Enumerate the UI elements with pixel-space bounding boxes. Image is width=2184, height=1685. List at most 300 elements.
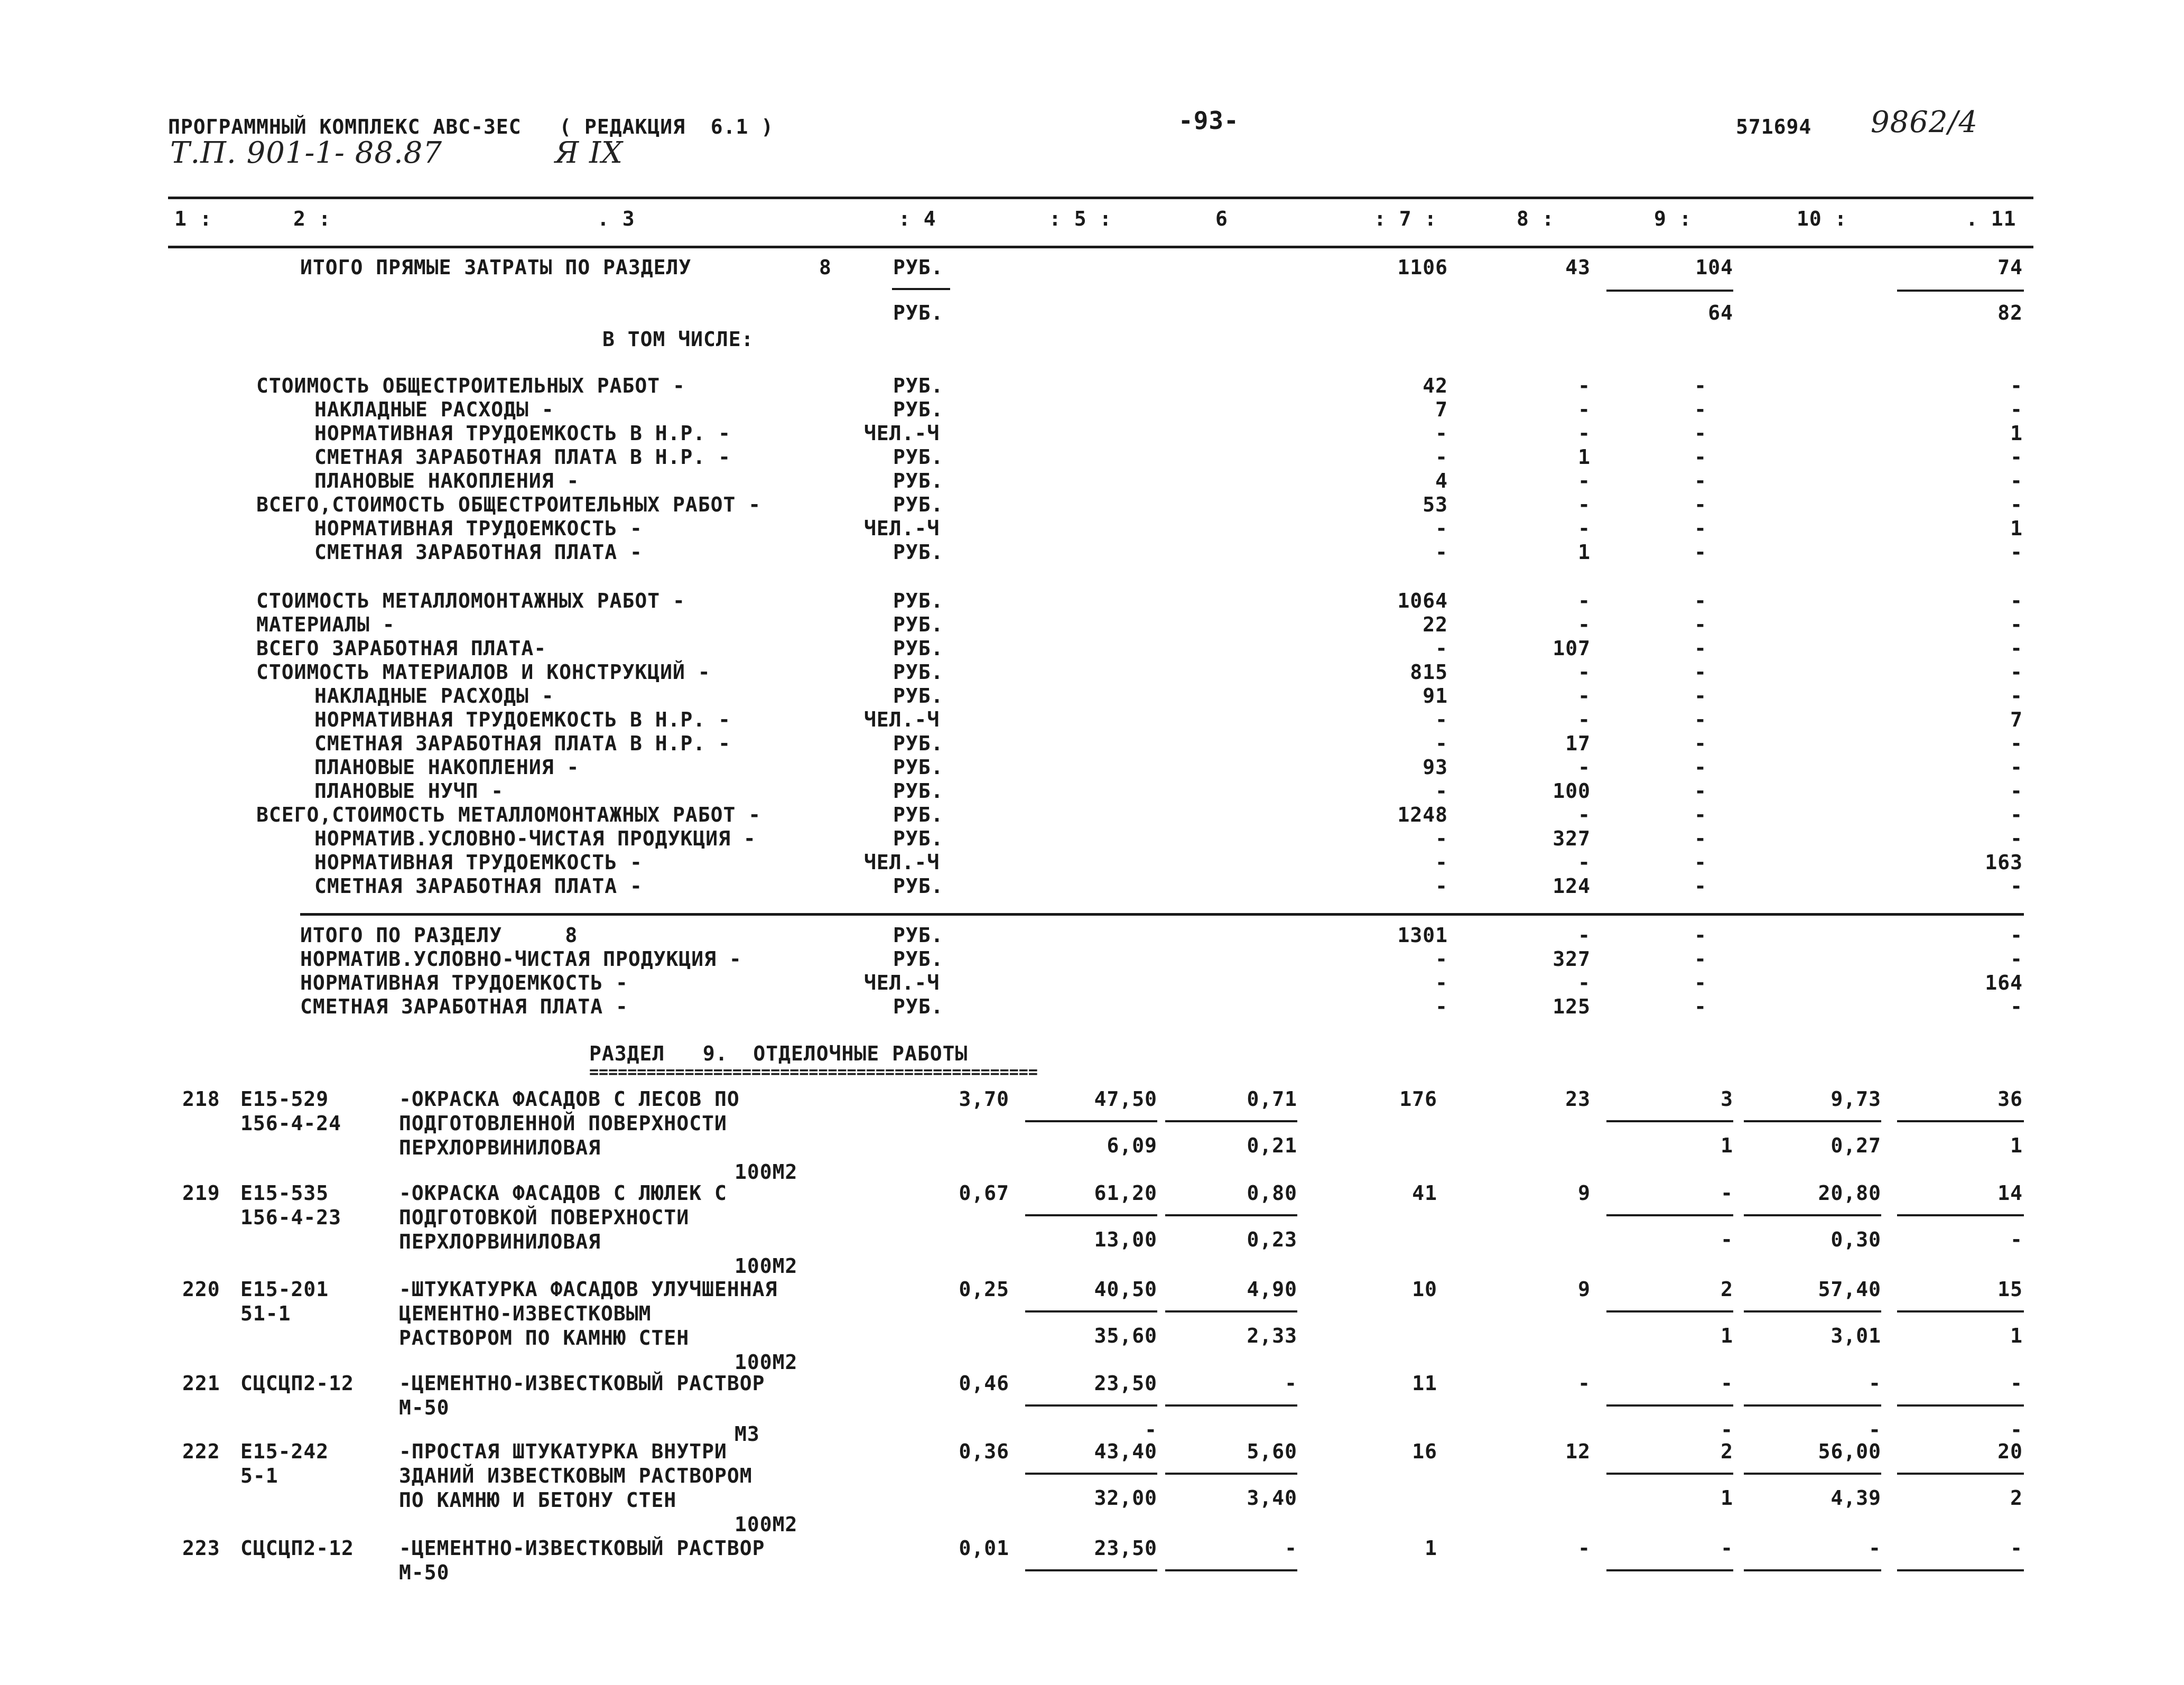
item-col7: 41	[1412, 1181, 1437, 1205]
column-number: : 7 :	[1374, 207, 1437, 230]
row-unit: РУБ.	[893, 947, 944, 971]
row-col11: -	[2010, 684, 2023, 707]
item-col10: -	[1869, 1537, 1881, 1560]
item-col5-wage: 35,60	[1094, 1324, 1157, 1347]
item-divider	[1025, 1214, 1157, 1216]
item-divider	[1744, 1404, 1881, 1407]
item-divider	[1744, 1473, 1881, 1475]
item-col11: 15	[1997, 1278, 2023, 1301]
row-col8: -	[1578, 469, 1591, 492]
item-name-line: ПЕРХЛОРВИНИЛОВАЯ	[399, 1136, 601, 1159]
row-col9: -	[1694, 851, 1707, 874]
item-divider	[1606, 1120, 1733, 1122]
row-col11: -	[2010, 398, 2023, 421]
item-divider	[1165, 1214, 1297, 1216]
item-col9-wage: -	[1721, 1228, 1733, 1251]
row-col9: -	[1694, 684, 1707, 707]
item-col9: -	[1721, 1537, 1733, 1560]
row-col8: 327	[1553, 827, 1591, 850]
column-number: . 3	[597, 207, 635, 230]
row-col8: -	[1578, 924, 1591, 947]
program-title: ПРОГРАММНЫЙ КОМПЛЕКС АВС-3ЕС ( РЕДАКЦИЯ 6.1 )	[168, 115, 774, 138]
section8-unit-underline	[892, 288, 950, 290]
section-total-rule	[300, 913, 2024, 916]
including-label: В ТОМ ЧИСЛЕ:	[602, 328, 754, 351]
item-divider	[1606, 1473, 1733, 1475]
item-col10: 20,80	[1818, 1181, 1881, 1205]
item-divider	[1606, 1214, 1733, 1216]
item-divider	[1897, 1569, 2024, 1571]
row-label: ВСЕГО ЗАРАБОТНАЯ ПЛАТА-	[256, 637, 547, 660]
row-unit: РУБ.	[893, 398, 944, 421]
row-unit: РУБ.	[893, 445, 944, 469]
row-col8: 107	[1553, 637, 1591, 660]
item-col9-wage: -	[1721, 1418, 1733, 1441]
item-code: Е15-529	[240, 1087, 329, 1111]
row-col7: -	[1435, 732, 1448, 755]
document-code: 571694	[1736, 115, 1812, 138]
row-unit: РУБ.	[893, 637, 944, 660]
item-col10: 9,73	[1830, 1087, 1881, 1111]
item-divider	[1606, 1569, 1733, 1571]
row-col7: 7	[1435, 398, 1448, 421]
row-col11: -	[2010, 445, 2023, 469]
row-col9: -	[1694, 469, 1707, 492]
row-label: НОРМАТИВНАЯ ТРУДОЕМКОСТЬ В Н.Р. -	[314, 422, 731, 445]
item-col8: -	[1578, 1372, 1591, 1395]
item-col8: 9	[1578, 1181, 1591, 1205]
item-name-line: -ЦЕМЕНТНО-ИЗВЕСТКОВЫЙ РАСТВОР	[399, 1372, 765, 1395]
item-divider	[1025, 1404, 1157, 1407]
row-label: СМЕТНАЯ ЗАРАБОТНАЯ ПЛАТА -	[314, 874, 643, 898]
item-divider	[1744, 1214, 1881, 1216]
row-col9: -	[1694, 493, 1707, 516]
column-number: 6	[1215, 207, 1228, 230]
item-name-line: М-50	[399, 1561, 450, 1584]
row-col11: -	[2010, 613, 2023, 636]
item-col5: 47,50	[1094, 1087, 1157, 1111]
row-col8: 125	[1553, 995, 1591, 1018]
item-col6: 0,71	[1247, 1087, 1297, 1111]
column-number: 8 :	[1517, 207, 1555, 230]
row-label: НОРМАТИВНАЯ ТРУДОЕМКОСТЬ -	[314, 851, 643, 874]
row-label: СМЕТНАЯ ЗАРАБОТНАЯ ПЛАТА -	[300, 995, 628, 1018]
item-name-line: РАСТВОРОМ ПО КАМНЮ СТЕН	[399, 1326, 690, 1349]
row-col8: -	[1578, 493, 1591, 516]
row-unit: РУБ.	[893, 660, 944, 684]
item-col7: 10	[1412, 1278, 1437, 1301]
row-unit: РУБ.	[893, 779, 944, 803]
row-unit: РУБ.	[893, 613, 944, 636]
row-col11: -	[2010, 637, 2023, 660]
row-label: ВСЕГО,СТОИМОСТЬ МЕТАЛЛОМОНТАЖНЫХ РАБОТ -	[256, 803, 761, 826]
item-unit: 100М2	[735, 1160, 798, 1184]
row-col11: -	[2010, 756, 2023, 779]
row-col7: 4	[1435, 469, 1448, 492]
row-unit: РУБ.	[893, 589, 944, 612]
item-divider	[1744, 1569, 1881, 1571]
row-col11: 163	[1985, 851, 2023, 874]
item-number: 219	[182, 1181, 220, 1205]
item-col9-wage: 1	[1721, 1134, 1733, 1157]
row-col8: 1	[1578, 445, 1591, 469]
row-unit: ЧЕЛ.-Ч	[864, 422, 940, 445]
row-col7: -	[1435, 947, 1448, 971]
row-col11: 7	[2010, 708, 2023, 731]
section9-rule: ===============================================	[589, 1063, 1038, 1082]
item-name-line: ПЕРХЛОРВИНИЛОВАЯ	[399, 1230, 601, 1253]
row-label: НОРМАТИВНАЯ ТРУДОЕМКОСТЬ -	[314, 517, 643, 540]
row-col11: -	[2010, 779, 2023, 803]
sheet-handwritten: 9862/4	[1871, 105, 1978, 139]
row-unit: ЧЕЛ.-Ч	[864, 851, 940, 874]
item-code-secondary: 51-1	[240, 1302, 291, 1325]
section8-c11-line	[1897, 290, 2024, 292]
item-col5-wage: 32,00	[1094, 1486, 1157, 1510]
row-col11: -	[2010, 374, 2023, 397]
row-label: НОРМАТИВ.УСЛОВНО-ЧИСТАЯ ПРОДУКЦИЯ -	[300, 947, 742, 971]
item-name-line: М-50	[399, 1396, 450, 1419]
row-col8: -	[1578, 708, 1591, 731]
row-col8: -	[1578, 756, 1591, 779]
row-col7: 53	[1423, 493, 1448, 516]
item-col5-wage: 6,09	[1107, 1134, 1157, 1157]
item-col11-wage: -	[2010, 1228, 2023, 1251]
row-col11: -	[2010, 995, 2023, 1018]
project-handwritten: Т.П. 901-1- 88.87	[170, 136, 443, 170]
section8-number: 8	[819, 256, 832, 279]
item-name-line: ЗДАНИЙ ИЗВЕСТКОВЫМ РАСТВОРОМ	[399, 1464, 752, 1487]
item-col5: 23,50	[1094, 1537, 1157, 1560]
row-col7: -	[1435, 851, 1448, 874]
item-col6: -	[1285, 1537, 1297, 1560]
item-col11: -	[2010, 1537, 2023, 1560]
column-number: : 5 :	[1049, 207, 1112, 230]
section8-unit2: РУБ.	[893, 301, 944, 324]
item-col10-wage: 0,30	[1830, 1228, 1881, 1251]
item-col7: 176	[1399, 1087, 1437, 1111]
row-label: СМЕТНАЯ ЗАРАБОТНАЯ ПЛАТА В Н.Р. -	[314, 445, 731, 469]
row-col11: -	[2010, 874, 2023, 898]
row-label: ПЛАНОВЫЕ НАКОПЛЕНИЯ -	[314, 469, 580, 492]
item-col11: -	[2010, 1372, 2023, 1395]
row-col9: -	[1694, 398, 1707, 421]
row-col9: -	[1694, 947, 1707, 971]
row-col7: -	[1435, 874, 1448, 898]
row-label: НАКЛАДНЫЕ РАСХОДЫ -	[314, 684, 554, 707]
row-col8: -	[1578, 422, 1591, 445]
item-col9-wage: 1	[1721, 1324, 1733, 1347]
row-unit: РУБ.	[893, 874, 944, 898]
item-name-line: ПОДГОТОВКОЙ ПОВЕРХНОСТИ	[399, 1206, 690, 1229]
row-col9: -	[1694, 995, 1707, 1018]
row-unit: РУБ.	[893, 995, 944, 1018]
row-unit: РУБ.	[893, 827, 944, 850]
item-col8: -	[1578, 1537, 1591, 1560]
item-col10-wage: 4,39	[1830, 1486, 1881, 1510]
item-col4: 0,01	[959, 1537, 1009, 1560]
section8-unit: РУБ.	[893, 256, 944, 279]
row-col8: -	[1578, 517, 1591, 540]
row-col7: -	[1435, 971, 1448, 994]
item-col6-wage: 2,33	[1247, 1324, 1297, 1347]
row-unit: ЧЕЛ.-Ч	[864, 517, 940, 540]
section9-title: РАЗДЕЛ 9. ОТДЕЛОЧНЫЕ РАБОТЫ	[589, 1042, 968, 1065]
row-label: ВСЕГО,СТОИМОСТЬ ОБЩЕСТРОИТЕЛЬНЫХ РАБОТ -	[256, 493, 761, 516]
item-divider	[1744, 1120, 1881, 1122]
row-col9: -	[1694, 660, 1707, 684]
item-number: 222	[182, 1440, 220, 1463]
row-label: НОРМАТИВНАЯ ТРУДОЕМКОСТЬ В Н.Р. -	[314, 708, 731, 731]
item-divider	[1897, 1310, 2024, 1312]
row-col7: -	[1435, 995, 1448, 1018]
row-col8: 17	[1565, 732, 1591, 755]
item-col11-wage: 1	[2010, 1134, 2023, 1157]
item-col6: 5,60	[1247, 1440, 1297, 1463]
item-name-line: ЦЕМЕНТНО-ИЗВЕСТКОВЫМ	[399, 1302, 652, 1325]
item-col5: 61,20	[1094, 1181, 1157, 1205]
item-col5: 23,50	[1094, 1372, 1157, 1395]
row-col9: -	[1694, 756, 1707, 779]
row-col7: 1301	[1397, 924, 1448, 947]
row-col8: 1	[1578, 541, 1591, 564]
item-name-line: ПО КАМНЮ И БЕТОНУ СТЕН	[399, 1488, 677, 1512]
row-col7: -	[1435, 827, 1448, 850]
row-col9: -	[1694, 732, 1707, 755]
item-unit: М3	[735, 1422, 760, 1446]
row-col7: -	[1435, 422, 1448, 445]
item-col11: 14	[1997, 1181, 2023, 1205]
row-col11: -	[2010, 469, 2023, 492]
item-col5-wage: -	[1145, 1418, 1157, 1441]
row-col9: -	[1694, 589, 1707, 612]
album-handwritten: Я IX	[555, 136, 624, 170]
section8-total-label: ИТОГО ПРЯМЫЕ ЗАТРАТЫ ПО РАЗДЕЛУ	[300, 256, 692, 279]
item-col8: 9	[1578, 1278, 1591, 1301]
row-col9: -	[1694, 613, 1707, 636]
column-number: 2 :	[293, 207, 331, 230]
row-col9: -	[1694, 708, 1707, 731]
item-col5-wage: 13,00	[1094, 1228, 1157, 1251]
row-unit: РУБ.	[893, 732, 944, 755]
item-name-line: -ШТУКАТУРКА ФАСАДОВ УЛУЧШЕННАЯ	[399, 1278, 778, 1301]
row-col8: 100	[1553, 779, 1591, 803]
item-col10: -	[1869, 1372, 1881, 1395]
row-col11: 1	[2010, 517, 2023, 540]
item-col6-wage: 3,40	[1247, 1486, 1297, 1510]
item-col6-wage: 0,21	[1247, 1134, 1297, 1157]
item-col11-wage: 2	[2010, 1486, 2023, 1510]
item-unit: 100М2	[735, 1351, 798, 1374]
item-divider	[1606, 1310, 1733, 1312]
item-number: 218	[182, 1087, 220, 1111]
item-code: СЦСЦП2-12	[240, 1537, 354, 1560]
item-name-line: -ЦЕМЕНТНО-ИЗВЕСТКОВЫЙ РАСТВОР	[399, 1537, 765, 1560]
item-col9: 2	[1721, 1278, 1733, 1301]
row-col11: -	[2010, 589, 2023, 612]
row-col7: -	[1435, 779, 1448, 803]
row-label: СМЕТНАЯ ЗАРАБОТНАЯ ПЛАТА -	[314, 541, 643, 564]
item-divider	[1165, 1404, 1297, 1407]
row-col9: -	[1694, 971, 1707, 994]
item-divider	[1744, 1310, 1881, 1312]
row-col8: 327	[1553, 947, 1591, 971]
row-unit: РУБ.	[893, 374, 944, 397]
item-col6: 0,80	[1247, 1181, 1297, 1205]
item-divider	[1165, 1569, 1297, 1571]
row-col11: -	[2010, 493, 2023, 516]
row-unit: РУБ.	[893, 493, 944, 516]
item-col6-wage: 0,23	[1247, 1228, 1297, 1251]
item-divider	[1025, 1569, 1157, 1571]
row-col7: -	[1435, 637, 1448, 660]
row-col11: 164	[1985, 971, 2023, 994]
row-label: ИТОГО ПО РАЗДЕЛУ 8	[300, 924, 578, 947]
header-rule-bottom	[168, 246, 2033, 248]
item-col6: 4,90	[1247, 1278, 1297, 1301]
row-col8: -	[1578, 851, 1591, 874]
row-col11: -	[2010, 827, 2023, 850]
item-divider	[1165, 1473, 1297, 1475]
item-name-line: -ОКРАСКА ФАСАДОВ С ЛЕСОВ ПО	[399, 1087, 740, 1111]
item-divider	[1025, 1473, 1157, 1475]
row-label: СТОИМОСТЬ МАТЕРИАЛОВ И КОНСТРУКЦИЙ -	[256, 660, 711, 684]
item-code: Е15-242	[240, 1440, 329, 1463]
item-divider	[1025, 1310, 1157, 1312]
row-label: НАКЛАДНЫЕ РАСХОДЫ -	[314, 398, 554, 421]
item-code: Е15-201	[240, 1278, 329, 1301]
row-col8: -	[1578, 398, 1591, 421]
column-number: 10 :	[1797, 207, 1847, 230]
row-col8: -	[1578, 971, 1591, 994]
row-unit: РУБ.	[893, 924, 944, 947]
row-col7: -	[1435, 708, 1448, 731]
item-col9-wage: 1	[1721, 1486, 1733, 1510]
row-col9: -	[1694, 445, 1707, 469]
item-divider	[1897, 1473, 2024, 1475]
row-label: МАТЕРИАЛЫ -	[256, 613, 395, 636]
page-number: -93-	[1178, 106, 1239, 135]
row-col7: 1064	[1397, 589, 1448, 612]
item-col4: 0,67	[959, 1181, 1009, 1205]
row-col11: -	[2010, 947, 2023, 971]
row-col9: -	[1694, 827, 1707, 850]
row-col7: -	[1435, 517, 1448, 540]
row-col9: -	[1694, 803, 1707, 826]
item-col10-wage: -	[1869, 1418, 1881, 1441]
row-col8: -	[1578, 684, 1591, 707]
row-label: ПЛАНОВЫЕ НАКОПЛЕНИЯ -	[314, 756, 580, 779]
item-col10-wage: 3,01	[1830, 1324, 1881, 1347]
row-unit: ЧЕЛ.-Ч	[864, 971, 940, 994]
column-number: 9 :	[1654, 207, 1692, 230]
item-number: 220	[182, 1278, 220, 1301]
row-col9: -	[1694, 924, 1707, 947]
item-divider	[1897, 1214, 2024, 1216]
row-col9: -	[1694, 374, 1707, 397]
item-divider	[1897, 1404, 2024, 1407]
row-col9: -	[1694, 874, 1707, 898]
section8-c7: 1106	[1397, 256, 1448, 279]
row-col7: 91	[1423, 684, 1448, 707]
item-col8: 23	[1565, 1087, 1591, 1111]
row-col9: -	[1694, 541, 1707, 564]
row-unit: РУБ.	[893, 756, 944, 779]
row-col11: -	[2010, 924, 2023, 947]
item-unit: 100М2	[735, 1513, 798, 1536]
item-number: 221	[182, 1372, 220, 1395]
section8-c9b: 64	[1708, 301, 1733, 324]
item-divider	[1897, 1120, 2024, 1122]
item-col9: -	[1721, 1181, 1733, 1205]
item-divider	[1025, 1120, 1157, 1122]
row-col7: 93	[1423, 756, 1448, 779]
item-col4: 3,70	[959, 1087, 1009, 1111]
item-col9: 2	[1721, 1440, 1733, 1463]
item-code-secondary: 156-4-23	[240, 1206, 342, 1229]
row-col9: -	[1694, 637, 1707, 660]
item-unit: 100М2	[735, 1254, 798, 1278]
section8-c8: 43	[1565, 256, 1591, 279]
item-col8: 12	[1565, 1440, 1591, 1463]
item-col11: 36	[1997, 1087, 2023, 1111]
item-col7: 11	[1412, 1372, 1437, 1395]
row-col7: -	[1435, 445, 1448, 469]
row-col8: 124	[1553, 874, 1591, 898]
item-col9: 3	[1721, 1087, 1733, 1111]
row-col9: -	[1694, 517, 1707, 540]
row-col8: -	[1578, 660, 1591, 684]
item-col10: 56,00	[1818, 1440, 1881, 1463]
item-col7: 1	[1425, 1537, 1437, 1560]
row-label: СТОИМОСТЬ ОБЩЕСТРОИТЕЛЬНЫХ РАБОТ -	[256, 374, 685, 397]
item-divider	[1165, 1310, 1297, 1312]
item-col7: 16	[1412, 1440, 1437, 1463]
item-code: Е15-535	[240, 1181, 329, 1205]
row-unit: РУБ.	[893, 684, 944, 707]
section8-c11b: 82	[1997, 301, 2023, 324]
item-col10-wage: 0,27	[1830, 1134, 1881, 1157]
row-col8: -	[1578, 803, 1591, 826]
item-name-line: -ПРОСТАЯ ШТУКАТУРКА ВНУТРИ	[399, 1440, 727, 1463]
section8-c9-line	[1606, 290, 1733, 292]
row-col7: 42	[1423, 374, 1448, 397]
row-col11: -	[2010, 541, 2023, 564]
item-col4: 0,46	[959, 1372, 1009, 1395]
row-col7: 1248	[1397, 803, 1448, 826]
header-rule-top	[168, 197, 2033, 199]
item-code-secondary: 5-1	[240, 1464, 278, 1487]
row-col7: 815	[1410, 660, 1448, 684]
item-code: СЦСЦП2-12	[240, 1372, 354, 1395]
item-name-line: ПОДГОТОВЛЕННОЙ ПОВЕРХНОСТИ	[399, 1112, 727, 1135]
row-col8: -	[1578, 374, 1591, 397]
row-col9: -	[1694, 422, 1707, 445]
row-col11: 1	[2010, 422, 2023, 445]
row-col9: -	[1694, 779, 1707, 803]
item-col9: -	[1721, 1372, 1733, 1395]
row-unit: ЧЕЛ.-Ч	[864, 708, 940, 731]
item-col10: 57,40	[1818, 1278, 1881, 1301]
row-unit: РУБ.	[893, 469, 944, 492]
item-col6: -	[1285, 1372, 1297, 1395]
row-label: СМЕТНАЯ ЗАРАБОТНАЯ ПЛАТА В Н.Р. -	[314, 732, 731, 755]
row-label: СТОИМОСТЬ МЕТАЛЛОМОНТАЖНЫХ РАБОТ -	[256, 589, 685, 612]
column-number: 1 :	[174, 207, 212, 230]
item-divider	[1165, 1120, 1297, 1122]
row-col11: -	[2010, 803, 2023, 826]
item-number: 223	[182, 1537, 220, 1560]
